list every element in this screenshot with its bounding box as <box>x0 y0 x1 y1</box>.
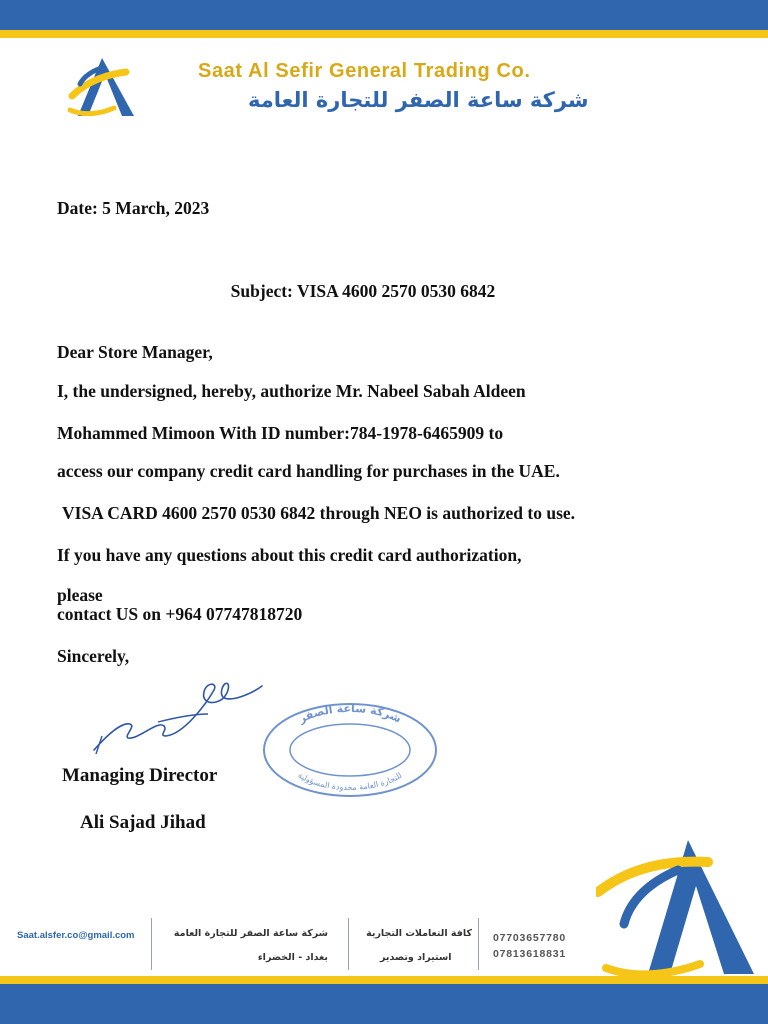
letter-salutation: Dear Store Manager, <box>57 342 213 362</box>
letter-subject: Subject: VISA 4600 2570 0530 6842 <box>230 281 496 301</box>
letter-body-line: please <box>57 585 103 605</box>
company-logo-icon <box>66 54 144 122</box>
svg-text:للتجارة العامة محدودة المسؤولي <box>296 771 403 792</box>
signature <box>88 674 268 764</box>
svg-text:شركة ساعة الصفر <box>296 702 403 726</box>
letter-date: Date: 5 March, 2023 <box>57 198 210 218</box>
signatory-title: Managing Director <box>62 765 218 786</box>
company-stamp <box>258 698 442 802</box>
letter-body-line: VISA CARD 4600 2570 0530 6842 through NEO is authorized to use. <box>62 503 576 523</box>
footer-address-arabic: بغداد - الخضراء <box>257 952 328 963</box>
letter-body-line: contact US on +964 07747818720 <box>57 604 303 624</box>
footer-import-export-arabic: استيراد وتصدير <box>380 952 452 963</box>
signatory-name: Ali Sajad Jihad <box>80 812 206 833</box>
footer-services-arabic: كافة التعاملات التجارية <box>366 928 472 939</box>
footer-phone: 07813618831 <box>493 948 567 960</box>
top-blue-band <box>0 0 768 30</box>
bottom-yellow-band <box>0 976 768 984</box>
company-name-arabic: شركة ساعة الصفر للتجارة العامة <box>248 88 589 112</box>
stamp-text-bottom: للتجارة العامة محدودة المسؤولية <box>296 770 404 793</box>
letter-body-line: I, the undersigned, hereby, authorize Mr. Nabeel Sabah Aldeen <box>57 381 526 401</box>
letter-body-line: access our company credit card handling for purchases in the UAE. <box>57 461 560 481</box>
company-name-english: Saat Al Sefir General Trading Co. <box>198 60 531 82</box>
footer-divider <box>151 918 152 970</box>
footer-phone: 07703657780 <box>493 932 567 944</box>
top-yellow-band <box>0 30 768 38</box>
letter-closing: Sincerely, <box>57 646 130 666</box>
footer-company-arabic: شركة ساعة الصفر للتجارة العامة <box>173 928 328 939</box>
footer-email: Saat.alsfer.co@gmail.com <box>17 930 135 941</box>
stamp-text-top: شركة ساعة الصفر <box>296 701 404 726</box>
letter-body-line: Mohammed Mimoon With ID number:784-1978-6465909 to <box>57 423 504 443</box>
letter-body-line: If you have any questions about this credit card authorization, <box>57 545 522 565</box>
footer-divider <box>348 918 349 970</box>
company-logo-icon <box>596 836 766 980</box>
bottom-blue-band <box>0 984 768 1024</box>
footer-divider <box>478 918 479 970</box>
